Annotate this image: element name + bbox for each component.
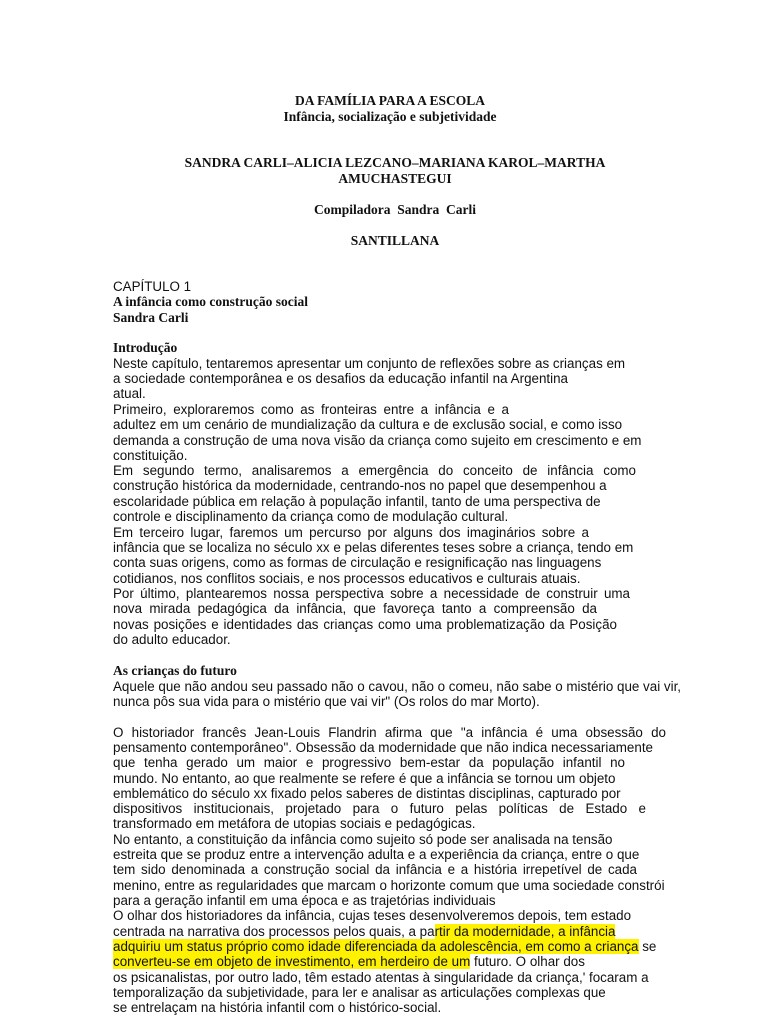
intro-line: do adulto educador. [113, 632, 231, 647]
chapter-label: CAPÍTULO 1 [113, 279, 192, 294]
body-line: se entrelaçam na história infantil com o histórico-social. [113, 1000, 442, 1015]
compiler-line: Compiladora Sandra Carli [313, 202, 476, 217]
body-line-highlighted [113, 954, 585, 969]
body-text: se [638, 939, 657, 954]
body-line-highlighted [113, 939, 656, 954]
intro-line: nova mirada pedagógica da infância, que favoreça tanto a compreensão da [113, 601, 597, 616]
epigraph-line: nunca pôs sua vida para o mistério que vai vir" (Os rolos do mar Morto). [113, 694, 540, 709]
highlighted-text: converteu-se em objeto de investimento, em herdeiro de um [113, 954, 471, 969]
body-line: estreita que se produz entre a intervenção adulta e a experiência da criança, entre o que [113, 847, 640, 862]
intro-line: infância que se localiza no século xx e pelas diferentes teses sobre a criança, tendo em [113, 540, 634, 555]
chapter-author: Sandra Carli [113, 310, 189, 325]
epigraph-line: Aquele que não andou seu passado não o cavou, não o comeu, não sabe o mistério que vai vir, [113, 679, 682, 694]
highlighted-text: adquiriu um status próprio como idade diferenciada da adolescência, em como a criança [113, 939, 639, 954]
body-line: dispositivos institucionais, projetado para o futuro pelas políticas de Estado e [113, 801, 646, 816]
chapter-title: A infância como construção social [113, 294, 308, 309]
publisher-line: SANTILLANA [350, 233, 440, 248]
body-line: menino, entre as regularidades que marcam o horizonte comum que uma sociedade constrói [113, 878, 665, 893]
intro-line: adultez em um cenário de mundialização da cultura e de exclusão social, e como isso [113, 417, 623, 432]
intro-heading: Introdução [113, 340, 178, 355]
intro-line: Por último, plantearemos nossa perspectiva sobre a necessidade de construir uma [113, 586, 630, 601]
body-text: centrada na narrativa dos processos pelos quais, a pa [113, 924, 435, 939]
intro-line: demanda a construção de uma nova visão da criança como sujeito em crescimento e em [113, 433, 642, 448]
intro-line: constituição. [113, 448, 188, 463]
intro-line: construção histórica da modernidade, centrando-nos no papel que desempenhou a [113, 478, 607, 493]
body-line: os psicanalistas, por outro lado, têm estado atentas à singularidade da criança,' focaram a [113, 970, 649, 985]
intro-line: atual. [113, 386, 146, 401]
body-line: transformado em metáfora de utopias sociais e pedagógicas. [113, 816, 476, 831]
intro-line: conta suas origens, como as formas de circulação e resignificação nas linguagens [113, 555, 602, 570]
section-heading: As crianças do futuro [113, 663, 237, 678]
body-line: tem sido denominada a construção social da infância e a história irrepetível de cada [113, 862, 637, 877]
body-line-highlighted [113, 924, 615, 939]
body-line: para a geração infantil em uma época e as trajetórias individuais [113, 893, 496, 908]
body-line: No entanto, a constituição da infância como sujeito só pode ser analisada na tensão [113, 832, 613, 847]
intro-line: Neste capítulo, tentaremos apresentar um conjunto de reflexões sobre as crianças em [113, 356, 626, 371]
intro-line: controle e disciplinamento da criança como de modulação cultural. [113, 509, 509, 524]
highlighted-text: rtir da modernidade, a infância [434, 924, 616, 939]
authors-line-1: SANDRA CARLI–ALICIA LEZCANO–MARIANA KAROL–MARTHA [184, 155, 606, 170]
body-line: O historiador francês Jean-Louis Flandrin afirma que "a infância é uma obsessão do [113, 725, 666, 740]
intro-line: novas posições e identidades das crianças como uma problematização da Posição [113, 617, 617, 632]
intro-line: Em segundo termo, analisaremos a emergência do conceito de infância como [113, 463, 636, 478]
body-line: emblemático do século xx fixado pelos saberes de distintas disciplinas, capturado por [113, 786, 621, 801]
intro-line: a sociedade contemporânea e os desafios da educação infantil na Argentina [113, 371, 568, 386]
body-line: pensamento contemporâneo". Obsessão da modernidade que não indica necessariamente [113, 740, 653, 755]
intro-line: cotidianos, nos conflitos sociais, e nos processos educativos e culturais atuais. [113, 571, 581, 586]
body-line: mundo. No entanto, ao que realmente se refere é que a infância se tornou um objeto [113, 771, 616, 786]
intro-line: Em terceiro lugar, faremos um percurso por alguns dos imaginários sobre a [113, 525, 589, 540]
intro-line: escolaridade pública em relação à população infantil, tanto de uma perspectiva de [113, 494, 601, 509]
body-text: futuro. O olhar dos [470, 954, 585, 969]
document-title: DA FAMÍLIA PARA A ESCOLA [294, 93, 486, 108]
body-line: O olhar dos historiadores da infância, cujas teses desenvolveremos depois, tem estado [113, 908, 632, 923]
intro-line: Primeiro, exploraremos como as fronteiras entre a infância e a [113, 402, 509, 417]
authors-line-2: AMUCHASTEGUI [338, 171, 452, 186]
body-line: temporalização da subjetividade, para ler e analisar as articulações complexas que [113, 985, 606, 1000]
body-line: que tenha gerado um maior e progressivo bem-estar da população infantil no [113, 755, 625, 770]
document-subtitle: Infância, socialização e subjetividade [283, 109, 497, 124]
